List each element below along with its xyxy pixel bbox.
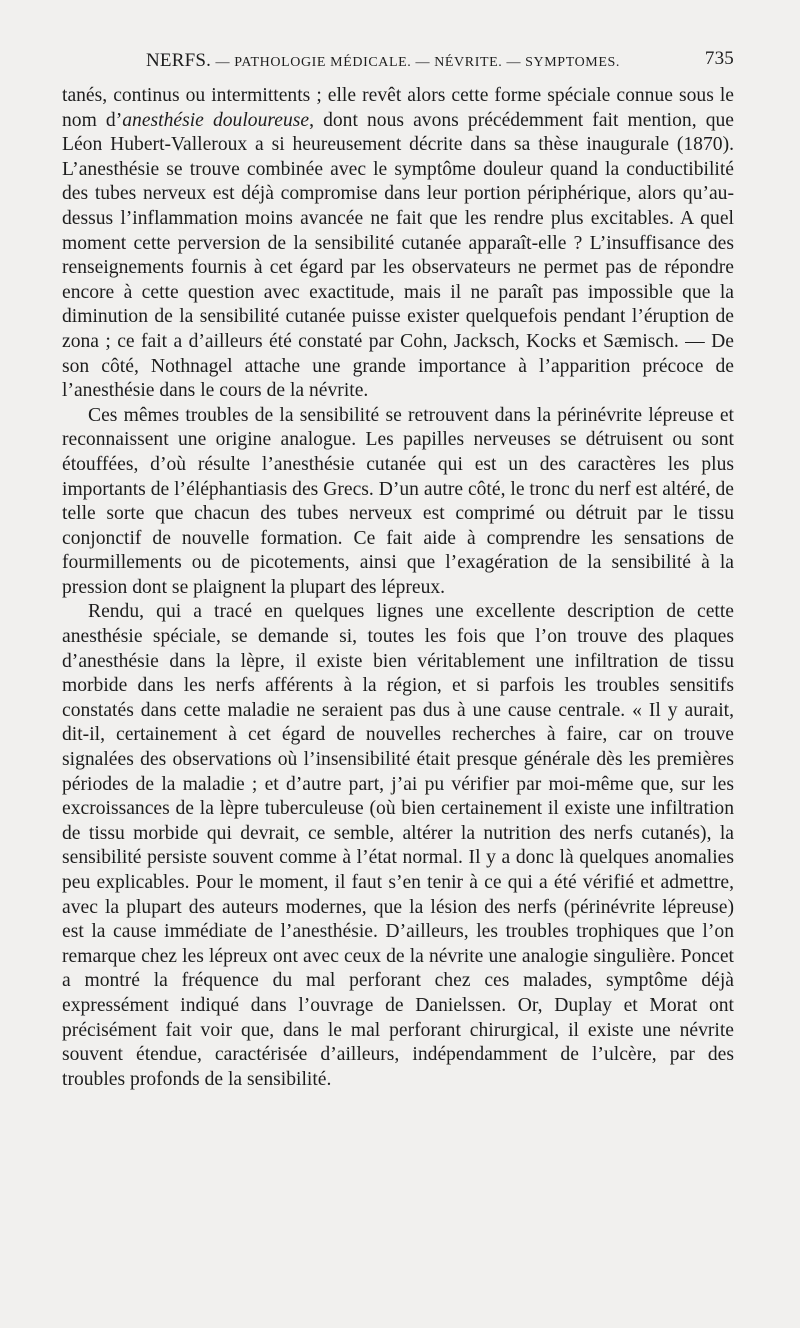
paragraph-1-italic-term: anesthésie douloureuse [122, 109, 310, 131]
paragraph-1-text-a: tanés, continus ou intermittents ; elle revêt alors cette forme spéciale connue sous le nom d’ [62, 85, 734, 131]
paragraph-2 [62, 404, 734, 601]
paragraph-1-text-b: , dont nous avons précédemment fait mention, que Léon Hubert-Valleroux a si heureusement décrite dans sa thèse inaugurale (1870). L’anesthésie se trouve combinée avec le symptôme douleur quand la conductibilité des tubes nerveux est déjà compromise dans leur portion périphérique, alors qu’au-dessus l’inflammation moins avancée ne fait que les rendre plus excitables. A quel moment cette perversion de la sensibilité cutanée apparaît-elle ? L’insuffisance des renseignements fournis à cet égard par les observateurs ne permet pas de répondre encore à cette question avec exactitude, mais il ne paraît pas impossible que la diminution de la sensibilité cutanée puisse exister quelquefois pendant l’éruption de zona ; ce fait a d’ailleurs été constaté par Cohn, Jacksch, Kocks et Sæmisch. — De son côté, Nothnagel attache une grande importance à l’apparition précoce de l’anesthésie dans le cours de la névrite. [62, 109, 734, 402]
running-header [62, 46, 734, 72]
paragraph-1 [62, 84, 734, 404]
running-title-sections: — PATHOLOGIE MÉDICALE. — NÉVRITE. — SYMPTOMES. [215, 55, 620, 70]
paragraph-3 [62, 600, 734, 1092]
paragraph-3-text: Rendu, qui a tracé en quelques lignes une excellente description de cette anesthésie spéciale, se demande si, toutes les fois que l’on trouve des plaques d’anesthésie dans la lèpre, il existe bien véritablement une infiltration de tissu morbide dans les nerfs afférents à la région, et si parfois les troubles sensitifs constatés dans cette maladie ne seraient pas dus à une cause centrale. « Il y aurait, dit-il, certainement à cet égard de nouvelles recherches à faire, car on trouve signalées des observations où l’insensibilité était presque générale dès les premières périodes de la maladie ; et d’autre part, j’ai pu vérifier par moi-même que, sur les excroissances de la lèpre tuberculeuse (où bien certainement il existe une infiltration de tissu morbide qui devrait, ce semble, altérer la nutrition des nerfs cutanés), la sensibilité persiste souvent comme à l’état normal. Il y a donc là quelques anomalies peu explicables. Pour le moment, il faut s’en tenir à ce qui a été vérifié et admettre, avec la plupart des auteurs modernes, que la lésion des nerfs (périnévrite lépreuse) est la cause immédiate de l’anesthésie. D’ailleurs, les troubles trophiques que l’on remarque chez les lépreux ont avec ceux de la névrite une analogie singulière. Poncet a montré la fréquence du mal perforant chez ces malades, symptôme déjà expressément indiqué dans l’ouvrage de Danielssen. Or, Duplay et Morat ont précisément fait voir que, dans le mal perforant chirurgical, il existe une névrite souvent étendue, caractérisée d’ailleurs, indépendamment de l’ulcère, par des troubles profonds de la sensibilité. [62, 601, 734, 1090]
running-title-main: NERFS. [146, 50, 212, 71]
page-number: 735 [704, 48, 734, 69]
running-title [146, 50, 620, 72]
paragraph-2-text: Ces mêmes troubles de la sensibilité se retrouvent dans la périnévrite lépreuse et reconnaissent une origine analogue. Les papilles nerveuses se détruisent ou sont étouffées, d’où résulte l’anesthésie cutanée qui est un des caractères les plus importants de l’éléphantiasis des Grecs. D’un autre côté, le tronc du nerf est altéré, de telle sorte que chacun des tubes nerveux est comprimé ou détruit par le tissu conjonctif de nouvelle formation. Ce fait aide à comprendre les sensations de fourmillements ou de picotements, ainsi que l’exagération de la sensibilité à la pression dont se plaignent la plupart des lépreux. [62, 404, 734, 598]
body-text [62, 84, 734, 1092]
